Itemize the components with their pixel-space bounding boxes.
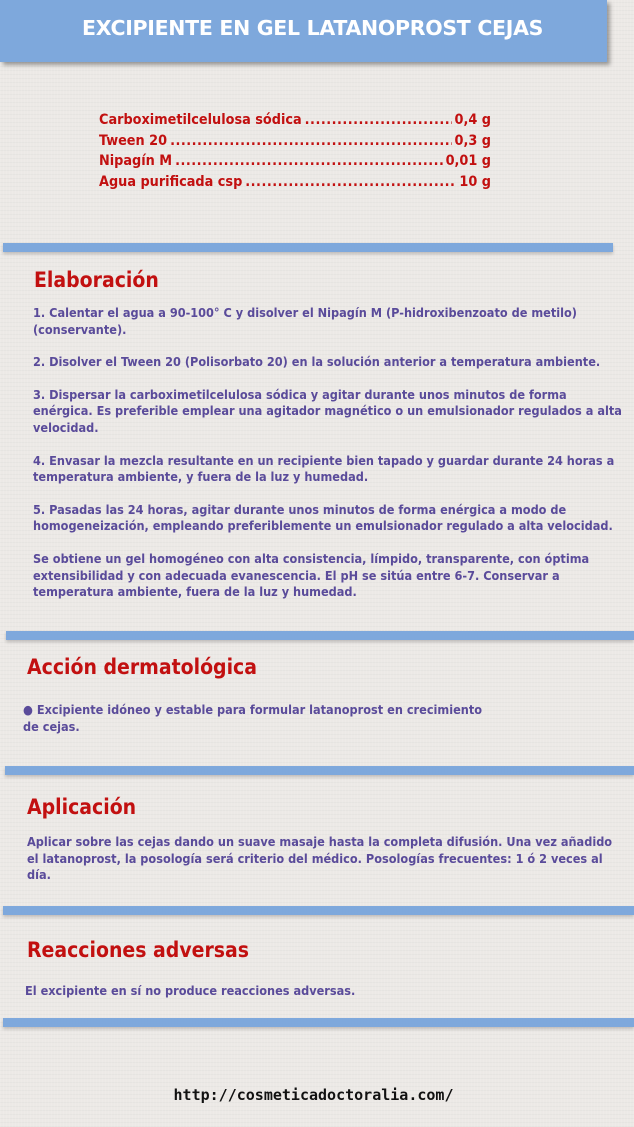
dot-leader (305, 110, 452, 131)
reacciones-heading: Reacciones adversas (27, 938, 250, 962)
formula-row (99, 131, 491, 152)
aplicacion-text: Aplicar sobre las cejas dando un suave masaje hasta la completa difusión. Una vez añadido el latanoprost, la posología será criterio del médico. Posologías frecuentes: 1 ó 2 veces al día. (27, 834, 613, 883)
section-divider (3, 243, 613, 252)
section-divider (3, 906, 634, 915)
accion-line: de cejas. (23, 718, 80, 734)
title-banner (0, 0, 607, 62)
formula-ingredient: Agua purificada csp (99, 173, 243, 190)
formula-amount: 0,4 g (454, 112, 491, 128)
section-divider (5, 766, 634, 775)
dot-leader (245, 172, 456, 193)
section-divider (6, 631, 634, 640)
formula-row (99, 110, 491, 131)
formula-list (99, 110, 491, 192)
formula-amount: 10 g (459, 173, 491, 190)
accion-heading: Acción dermatológica (27, 655, 257, 679)
website-link[interactable]: http://cosmeticadoctoralia.com/ (173, 1086, 454, 1104)
formula-amount: 0,3 g (454, 132, 491, 149)
reacciones-text: El excipiente en sí no produce reacciones adversas. (25, 983, 356, 998)
dot-leader (175, 151, 442, 172)
elaboracion-steps (33, 305, 623, 601)
formula-row (99, 172, 491, 193)
elaboracion-step: 5. Pasadas las 24 horas, agitar durante unos minutos de forma enérgica a modo de homogeneización, empleando preferiblemente un emulsionador regulado a alta velocidad. (33, 501, 613, 534)
formula-ingredient: Tween 20 (99, 132, 168, 149)
aplicacion-heading: Aplicación (27, 795, 137, 819)
elaboracion-heading: Elaboración (34, 268, 159, 292)
elaboracion-step: 2. Disolver el Tween 20 (Polisorbato 20) en la solución anterior a temperatura ambiente. (33, 354, 601, 370)
accion-line: ● Excipiente idóneo y estable para formular latanoprost en crecimiento (23, 702, 483, 717)
section-divider (3, 1018, 634, 1027)
formula-ingredient: Carboximetilcelulosa sódica (99, 112, 302, 128)
formula-row (99, 151, 491, 172)
elaboracion-conclusion: Se obtiene un gel homogéneo con alta consistencia, límpido, transparente, con óptima extensibilidad y con adecuada evanescencia. El pH se sitúa entre 6-7. Conservar a temperatura ambiente, fuera de la luz y humedad. (33, 550, 590, 600)
elaboracion-step: 1. Calentar el agua a 90-100° C y disolver el Nipagín M (P-hidroxibenzoato de metilo) (conservante). (33, 305, 577, 337)
formula-ingredient: Nipagín M (99, 153, 173, 169)
formula-amount: 0,01 g (445, 153, 491, 169)
elaboracion-step: 4. Envasar la mezcla resultante en un recipiente bien tapado y guardar durante 24 horas a temperatura ambiente, y fuera de la luz y humedad. (33, 452, 615, 485)
accion-text (23, 702, 623, 735)
page-title: EXCIPIENTE EN GEL LATANOPROST CEJAS (82, 16, 544, 40)
elaboracion-step: 3. Dispersar la carboximetilcelulosa sódica y agitar durante unos minutos de forma enérgica. Es preferible emplear una agitador magnético o un emulsionador regulados a alta velocidad. (33, 386, 622, 435)
dot-leader (170, 131, 451, 152)
